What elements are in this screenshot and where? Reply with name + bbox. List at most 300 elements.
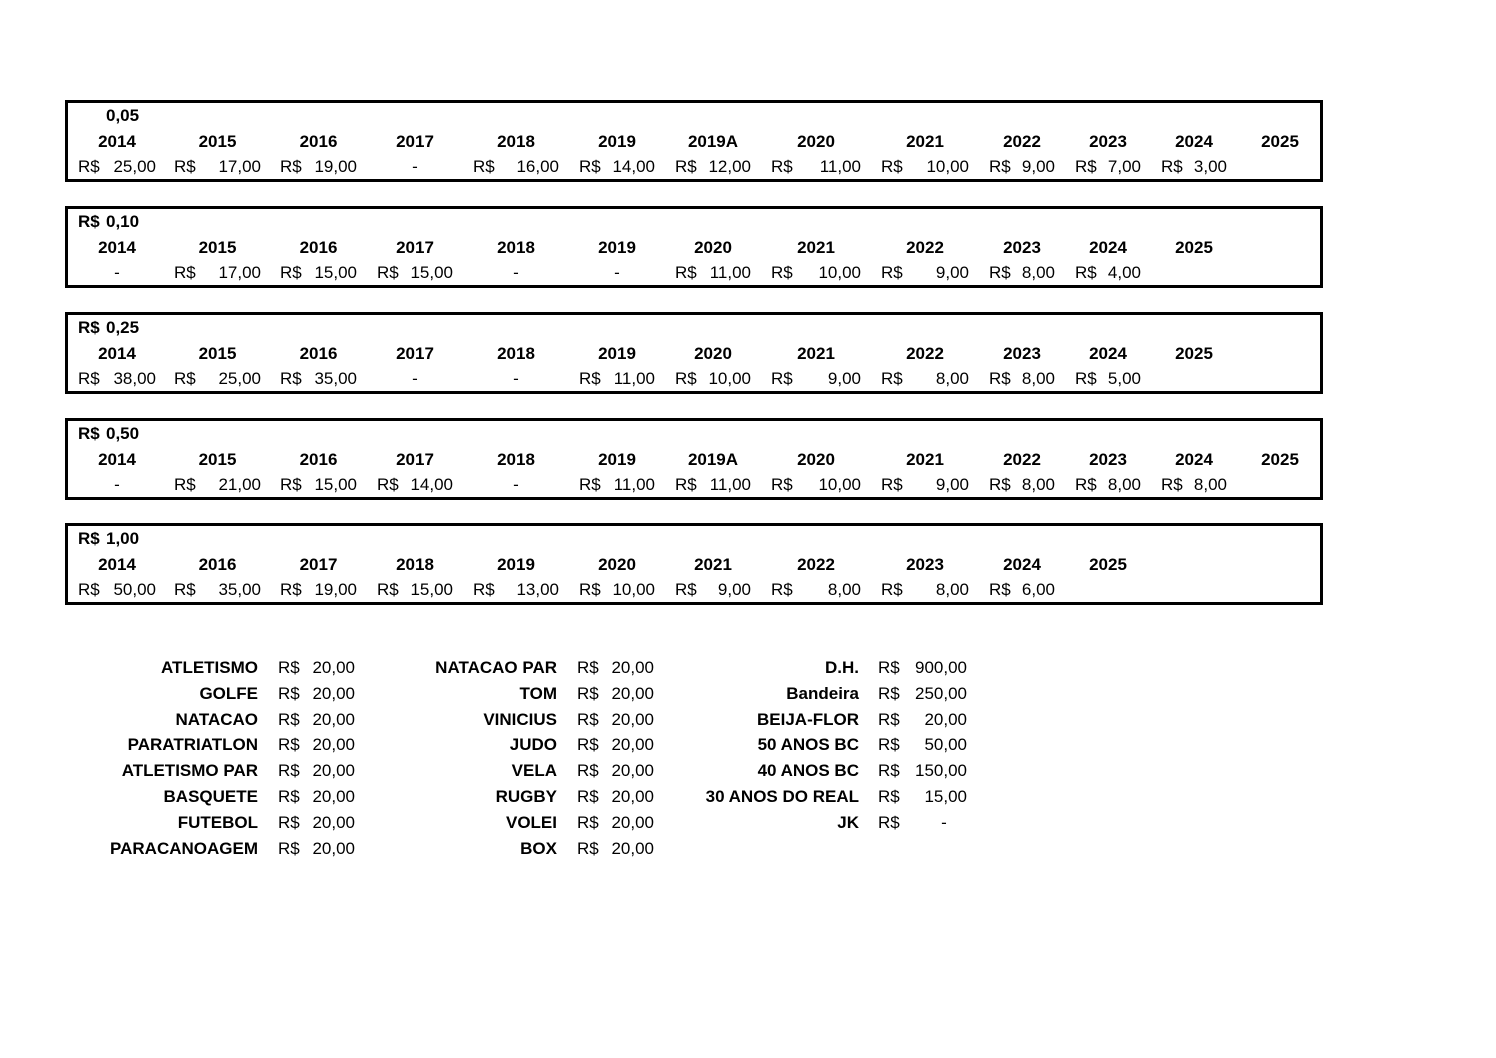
- item-label: ATLETISMO PAR: [121, 761, 258, 780]
- currency-symbol: R$: [881, 580, 903, 599]
- currency-symbol: R$: [1075, 157, 1097, 176]
- year-header: 2014: [98, 238, 136, 257]
- price-table: [65, 418, 1323, 500]
- currency-symbol: R$: [878, 684, 900, 703]
- year-header: 2021: [694, 555, 732, 574]
- year-header: 2025: [1261, 450, 1299, 469]
- currency-symbol: R$: [377, 475, 399, 494]
- currency-symbol: R$: [881, 263, 903, 282]
- price-amount: 8,00: [935, 580, 969, 599]
- price-amount: 9,00: [935, 475, 969, 494]
- price-amount: 20,00: [312, 658, 355, 677]
- price-cell: [174, 155, 261, 179]
- price-amount: 3,00: [1193, 157, 1227, 176]
- price-cell: [1161, 367, 1227, 391]
- year-header: 2016: [198, 555, 237, 574]
- item-label: BASQUETE: [163, 787, 258, 806]
- year-header: 2020: [797, 132, 835, 151]
- item-label: BEIJA-FLOR: [757, 710, 859, 729]
- price-amount: 10,00: [818, 475, 861, 494]
- year-header: 2024: [1175, 132, 1213, 151]
- price-cell: [78, 155, 156, 179]
- currency-symbol: R$: [174, 580, 196, 599]
- price-cell: [579, 578, 655, 602]
- year-header: 2022: [906, 344, 944, 363]
- price-amount: 20,00: [312, 710, 355, 729]
- year-header: 2024: [1175, 450, 1213, 469]
- price-cell: [473, 155, 559, 179]
- currency-symbol: R$: [278, 735, 300, 754]
- price-amount: 12,00: [708, 157, 751, 176]
- title-value: 0,05: [106, 106, 140, 125]
- price-amount: 20,00: [312, 735, 355, 754]
- price-amount: 15,00: [410, 580, 453, 599]
- price-cell: [771, 473, 861, 497]
- currency-symbol: R$: [771, 475, 793, 494]
- price-amount: 19,00: [314, 580, 357, 599]
- price-amount: 13,00: [516, 580, 559, 599]
- currency-symbol: R$: [78, 580, 100, 599]
- price-cell: [280, 367, 357, 391]
- title-value: 0,25: [106, 318, 140, 337]
- year-header: 2023: [1089, 132, 1127, 151]
- empty-price-dash: -: [412, 369, 418, 388]
- price-cell: [1075, 261, 1141, 285]
- currency-symbol: R$: [577, 684, 599, 703]
- year-header: 2021: [906, 450, 944, 469]
- currency-symbol: R$: [878, 735, 900, 754]
- year-header: 2017: [396, 344, 434, 363]
- price-cell: [78, 367, 156, 391]
- price-amount: 16,00: [516, 157, 559, 176]
- price-cell: [280, 473, 357, 497]
- currency-symbol: R$: [1161, 157, 1183, 176]
- price-amount: 21,00: [218, 475, 261, 494]
- price-amount: 10,00: [708, 369, 751, 388]
- currency-symbol: R$: [675, 263, 697, 282]
- price-cell: [1075, 367, 1141, 391]
- year-header: 2018: [497, 238, 535, 257]
- price-cell: [473, 473, 559, 497]
- empty-price-dash: -: [513, 369, 519, 388]
- empty-price-dash: -: [114, 263, 120, 282]
- price-cell: [1075, 473, 1141, 497]
- currency-symbol: R$: [278, 839, 300, 858]
- title-value: 1,00: [106, 529, 140, 548]
- year-header: 2024: [1089, 344, 1127, 363]
- item-label: NATACAO PAR: [435, 658, 557, 677]
- price-amount: 900,00: [915, 658, 967, 677]
- year-header: 2015: [198, 132, 237, 151]
- year-header: 2016: [299, 344, 338, 363]
- year-header: 2019A: [687, 132, 739, 151]
- currency-symbol: R$: [577, 813, 599, 832]
- price-amount: 20,00: [312, 684, 355, 703]
- price-cell: [675, 473, 751, 497]
- price-cell: [771, 155, 861, 179]
- year-header: 2017: [299, 555, 338, 574]
- currency-symbol: R$: [174, 263, 196, 282]
- price-table: [65, 100, 1323, 182]
- price-cell: [989, 367, 1055, 391]
- price-amount: 14,00: [410, 475, 453, 494]
- year-header: 2019: [497, 555, 535, 574]
- item-label: NATACAO: [175, 710, 258, 729]
- price-cell: [881, 261, 969, 285]
- misc-price-item: [0, 758, 1496, 784]
- price-cell: [1161, 473, 1227, 497]
- price-amount: 20,00: [312, 813, 355, 832]
- price-amount: 20,00: [611, 813, 654, 832]
- price-amount: 8,00: [1021, 369, 1055, 388]
- year-header: 2025: [1261, 132, 1299, 151]
- table-title: [78, 105, 139, 127]
- year-header: 2018: [497, 450, 535, 469]
- year-header: 2015: [198, 238, 237, 257]
- price-amount: 8,00: [1107, 475, 1141, 494]
- price-cell: [280, 155, 357, 179]
- currency-symbol: R$: [278, 658, 300, 677]
- year-header: 2021: [797, 344, 835, 363]
- price-cell: [473, 578, 559, 602]
- year-header: 2019: [598, 344, 636, 363]
- item-label: VINICIUS: [483, 710, 557, 729]
- price-cell: [675, 367, 751, 391]
- price-cell: [579, 155, 655, 179]
- currency-symbol: R$: [473, 580, 495, 599]
- year-header: 2018: [497, 132, 535, 151]
- year-header: 2017: [396, 132, 434, 151]
- price-amount: 20,00: [312, 761, 355, 780]
- currency-symbol: R$: [675, 475, 697, 494]
- price-cell: [989, 578, 1055, 602]
- price-amount: 35,00: [218, 580, 261, 599]
- price-cell: [771, 261, 861, 285]
- currency-symbol: R$: [377, 580, 399, 599]
- price-table: [65, 523, 1323, 605]
- currency-symbol: R$: [377, 263, 399, 282]
- currency-symbol: R$: [1075, 475, 1097, 494]
- currency-symbol: R$: [878, 787, 900, 806]
- table-title: [78, 423, 139, 445]
- price-amount: 14,00: [612, 157, 655, 176]
- price-cell: [174, 473, 261, 497]
- price-table: [65, 312, 1323, 394]
- year-header: 2019: [598, 238, 636, 257]
- year-header: 2014: [98, 450, 136, 469]
- year-header: 2017: [396, 450, 434, 469]
- price-amount: 20,00: [611, 787, 654, 806]
- year-header: 2020: [598, 555, 636, 574]
- price-cell: [989, 155, 1055, 179]
- currency-symbol: R$: [577, 658, 599, 677]
- price-amount: 20,00: [611, 658, 654, 677]
- currency-symbol: R$: [878, 658, 900, 677]
- price-cell: [881, 155, 969, 179]
- empty-price-dash: -: [513, 263, 519, 282]
- currency-symbol: R$: [771, 263, 793, 282]
- year-header: 2020: [797, 450, 835, 469]
- price-amount: 8,00: [1193, 475, 1227, 494]
- year-header: 2019A: [687, 450, 739, 469]
- price-amount: 38,00: [113, 369, 156, 388]
- price-amount: 9,00: [1021, 157, 1055, 176]
- year-header: 2025: [1175, 344, 1213, 363]
- price-amount: 10,00: [612, 580, 655, 599]
- empty-price-dash: -: [412, 157, 418, 176]
- price-cell: [675, 261, 751, 285]
- year-header: 2022: [906, 238, 944, 257]
- year-header: 2024: [1003, 555, 1041, 574]
- price-amount: 15,00: [410, 263, 453, 282]
- price-cell: [280, 578, 357, 602]
- price-amount: 19,00: [314, 157, 357, 176]
- item-label: D.H.: [825, 658, 859, 677]
- currency-symbol: R$: [278, 787, 300, 806]
- price-cell: [881, 367, 969, 391]
- price-cell: [473, 367, 559, 391]
- currency-symbol: R$: [280, 157, 302, 176]
- table-title: [78, 317, 139, 339]
- currency-symbol: R$: [174, 475, 196, 494]
- year-header: 2020: [694, 344, 732, 363]
- year-header: 2023: [1003, 238, 1041, 257]
- year-header: 2025: [1175, 238, 1213, 257]
- price-cell: [771, 367, 861, 391]
- currency-symbol: R$: [989, 580, 1011, 599]
- currency-symbol: R$: [280, 369, 302, 388]
- year-header: 2025: [1089, 555, 1127, 574]
- year-header: 2014: [98, 555, 136, 574]
- price-amount: 25,00: [113, 157, 156, 176]
- currency-symbol: R$: [989, 263, 1011, 282]
- price-amount: 9,00: [827, 369, 861, 388]
- year-header: 2018: [497, 344, 535, 363]
- price-cell: [881, 578, 969, 602]
- price-cell: [881, 473, 969, 497]
- currency-symbol: R$: [579, 157, 601, 176]
- price-amount: 8,00: [1021, 475, 1055, 494]
- misc-price-item: [0, 732, 1496, 758]
- price-amount: 15,00: [924, 787, 967, 806]
- price-amount: 17,00: [218, 157, 261, 176]
- year-header: 2022: [797, 555, 835, 574]
- item-label: JK: [837, 813, 859, 832]
- currency-symbol: R$: [771, 369, 793, 388]
- price-amount: 9,00: [717, 580, 751, 599]
- currency-symbol: R$: [78, 369, 100, 388]
- currency-symbol: R$: [771, 580, 793, 599]
- price-amount: 10,00: [926, 157, 969, 176]
- item-label: BOX: [520, 839, 557, 858]
- currency-symbol: R$: [280, 475, 302, 494]
- year-header: 2015: [198, 450, 237, 469]
- item-label: TOM: [519, 684, 557, 703]
- year-header: 2014: [98, 132, 136, 151]
- price-cell: [473, 261, 559, 285]
- price-amount: 35,00: [314, 369, 357, 388]
- title-currency: R$: [78, 212, 100, 231]
- price-cell: [1247, 155, 1313, 179]
- title-value: 0,50: [106, 424, 140, 443]
- empty-price-dash: -: [513, 475, 519, 494]
- currency-symbol: R$: [278, 813, 300, 832]
- currency-symbol: R$: [1161, 475, 1183, 494]
- price-amount: 11,00: [613, 475, 655, 494]
- price-cell: [377, 473, 453, 497]
- price-amount: 5,00: [1107, 369, 1141, 388]
- currency-symbol: R$: [579, 475, 601, 494]
- price-cell: [1075, 578, 1141, 602]
- price-amount: 20,00: [611, 839, 654, 858]
- price-amount: 20,00: [924, 710, 967, 729]
- year-header: 2022: [1003, 132, 1041, 151]
- currency-symbol: R$: [675, 369, 697, 388]
- price-cell: [377, 367, 453, 391]
- price-cell: [579, 473, 655, 497]
- currency-symbol: R$: [577, 761, 599, 780]
- empty-price-dash: -: [114, 475, 120, 494]
- year-header: 2021: [906, 132, 944, 151]
- price-cell: [78, 473, 156, 497]
- item-label: PARATRIATLON: [127, 735, 258, 754]
- item-label: FUTEBOL: [177, 813, 258, 832]
- price-cell: [1161, 155, 1227, 179]
- price-amount: 20,00: [312, 839, 355, 858]
- price-cell: [78, 261, 156, 285]
- currency-symbol: R$: [881, 157, 903, 176]
- price-amount: 11,00: [613, 369, 655, 388]
- price-amount: 6,00: [1021, 580, 1055, 599]
- item-label: JUDO: [509, 735, 557, 754]
- year-header: 2019: [598, 450, 636, 469]
- currency-symbol: R$: [577, 787, 599, 806]
- currency-symbol: R$: [577, 710, 599, 729]
- price-cell: [1161, 261, 1227, 285]
- misc-price-item: [0, 784, 1496, 810]
- currency-symbol: R$: [280, 263, 302, 282]
- year-header: 2023: [1089, 450, 1127, 469]
- price-cell: [78, 578, 156, 602]
- year-header: 2019: [598, 132, 636, 151]
- currency-symbol: R$: [577, 839, 599, 858]
- currency-symbol: R$: [577, 735, 599, 754]
- price-amount: 15,00: [314, 475, 357, 494]
- currency-symbol: R$: [579, 369, 601, 388]
- title-value: 0,10: [106, 212, 140, 231]
- empty-price-dash: -: [614, 263, 620, 282]
- year-header: 2018: [396, 555, 434, 574]
- title-currency: R$: [78, 529, 100, 548]
- price-table: [65, 206, 1323, 288]
- year-header: 2015: [198, 344, 237, 363]
- currency-symbol: R$: [278, 710, 300, 729]
- price-amount: 11,00: [819, 157, 861, 176]
- item-label: 40 ANOS BC: [757, 761, 859, 780]
- misc-price-item: [0, 836, 1496, 862]
- currency-symbol: R$: [989, 157, 1011, 176]
- price-cell: [174, 578, 261, 602]
- empty-price-dash: -: [941, 813, 947, 832]
- year-header: 2016: [299, 238, 338, 257]
- price-cell: [377, 578, 453, 602]
- currency-symbol: R$: [878, 813, 900, 832]
- currency-symbol: R$: [878, 761, 900, 780]
- item-label: 50 ANOS BC: [757, 735, 859, 754]
- currency-symbol: R$: [675, 580, 697, 599]
- price-amount: 11,00: [709, 475, 751, 494]
- currency-symbol: R$: [174, 157, 196, 176]
- currency-symbol: R$: [881, 475, 903, 494]
- year-header: 2016: [299, 450, 338, 469]
- item-label: VOLEI: [505, 813, 557, 832]
- price-amount: 8,00: [935, 369, 969, 388]
- currency-symbol: R$: [579, 580, 601, 599]
- currency-symbol: R$: [989, 475, 1011, 494]
- table-title: [78, 528, 139, 550]
- price-amount: 7,00: [1107, 157, 1141, 176]
- price-amount: 50,00: [113, 580, 156, 599]
- price-amount: 20,00: [611, 761, 654, 780]
- year-header: 2024: [1089, 238, 1127, 257]
- currency-symbol: R$: [878, 710, 900, 729]
- year-header: 2023: [906, 555, 944, 574]
- currency-symbol: R$: [473, 157, 495, 176]
- misc-price-item: [0, 681, 1496, 707]
- price-amount: 150,00: [915, 761, 967, 780]
- year-header: 2023: [1003, 344, 1041, 363]
- price-cell: [377, 155, 453, 179]
- year-header: 2016: [299, 132, 338, 151]
- price-amount: 20,00: [611, 735, 654, 754]
- misc-price-item: [0, 810, 1496, 836]
- item-label: PARACANOAGEM: [110, 839, 258, 858]
- currency-symbol: R$: [881, 369, 903, 388]
- price-cell: [675, 155, 751, 179]
- year-header: 2014: [98, 344, 136, 363]
- currency-symbol: R$: [771, 157, 793, 176]
- price-amount: 50,00: [924, 735, 967, 754]
- currency-symbol: R$: [278, 684, 300, 703]
- item-label: GOLFE: [199, 684, 258, 703]
- price-amount: 11,00: [709, 263, 751, 282]
- price-amount: 17,00: [218, 263, 261, 282]
- price-amount: 20,00: [312, 787, 355, 806]
- year-header: 2022: [1003, 450, 1041, 469]
- price-cell: [989, 261, 1055, 285]
- price-cell: [174, 261, 261, 285]
- price-amount: 8,00: [827, 580, 861, 599]
- price-cell: [579, 367, 655, 391]
- price-amount: 20,00: [611, 684, 654, 703]
- currency-symbol: R$: [278, 761, 300, 780]
- table-title: [78, 211, 139, 233]
- price-cell: [1247, 473, 1313, 497]
- price-cell: [280, 261, 357, 285]
- currency-symbol: R$: [1075, 263, 1097, 282]
- misc-price-item: [0, 707, 1496, 733]
- title-currency: R$: [78, 318, 100, 337]
- year-header: 2020: [694, 238, 732, 257]
- year-header: 2017: [396, 238, 434, 257]
- price-amount: 8,00: [1021, 263, 1055, 282]
- price-cell: [579, 261, 655, 285]
- item-label: Bandeira: [786, 684, 859, 703]
- misc-price-item: [0, 655, 1496, 681]
- item-label: RUGBY: [495, 787, 557, 806]
- item-label: ATLETISMO: [161, 658, 258, 677]
- currency-symbol: R$: [675, 157, 697, 176]
